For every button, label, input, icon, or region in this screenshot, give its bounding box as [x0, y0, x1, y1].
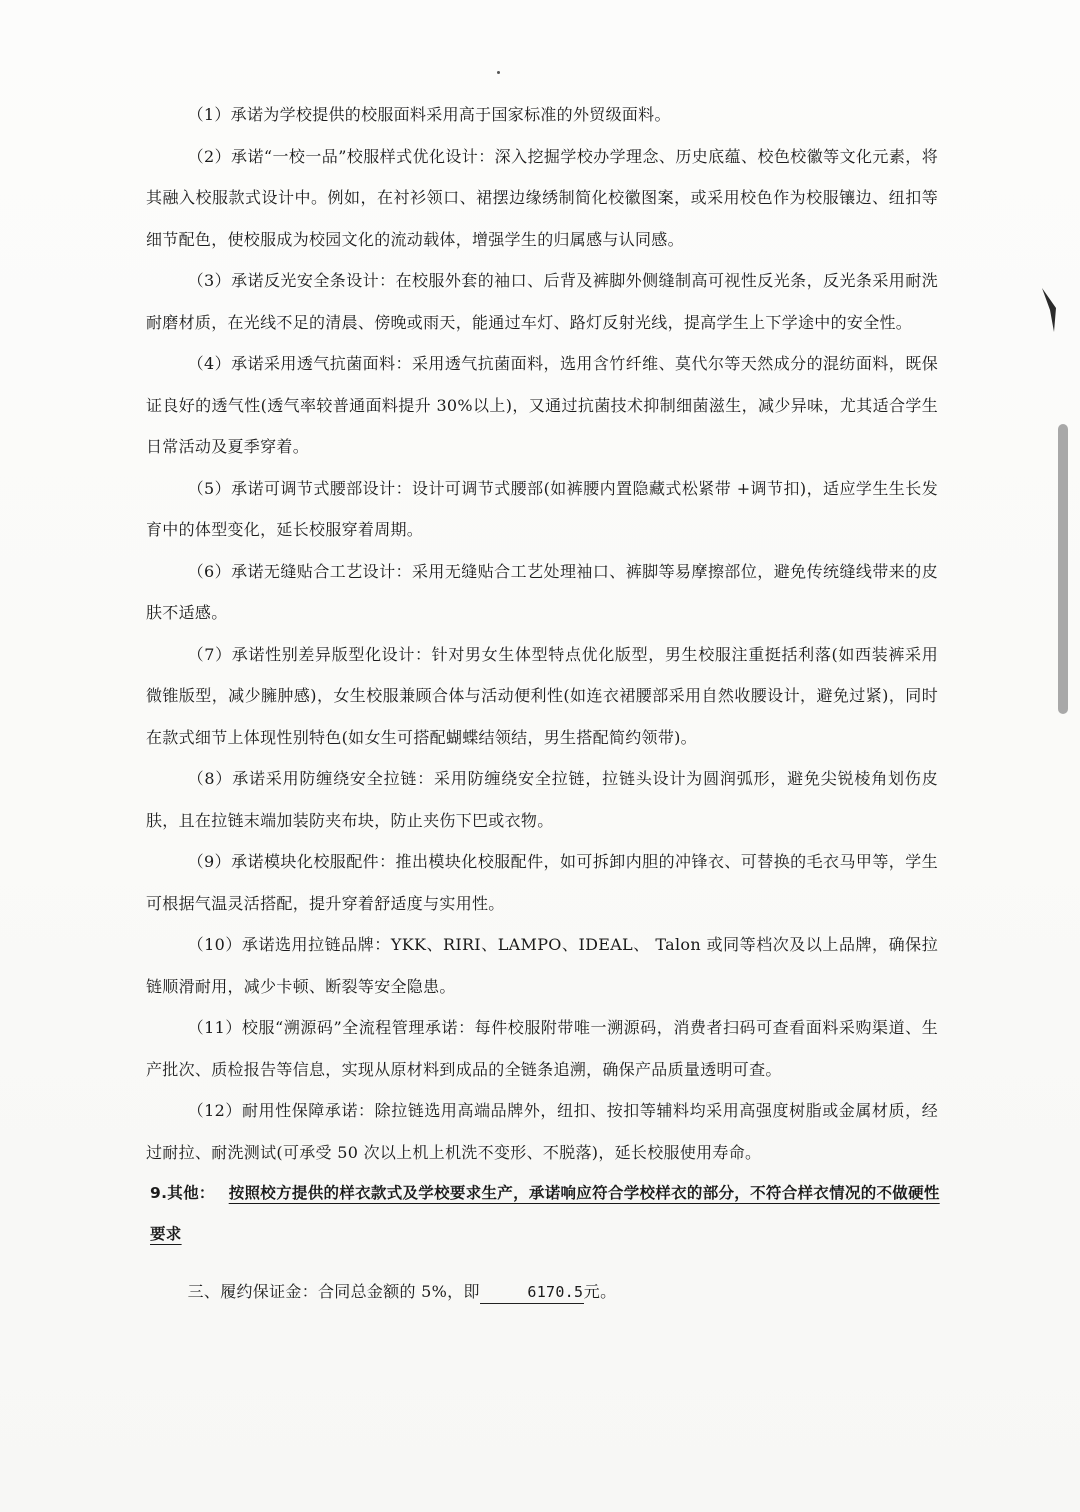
scan-speck	[497, 71, 500, 74]
commitment-item-7: （7）承诺性别差异版型化设计：针对男女生体型特点优化版型，男生校服注重挺括利落(如西装裤采用微锥版型，减少臃肿感)，女生校服兼顾合体与活动便利性(如连衣裙腰部采用自然收腰设计，避免过紧)，同时在款式细节上体现性别特色(如女生可搭配蝴蝶结领结，男生搭配简约领带)。	[146, 644, 938, 747]
section-9-other	[150, 1173, 942, 1255]
section-9-text: 按照校方提供的样衣款式及学校要求生产，承诺响应符合学校样衣的部分，不符合样衣情况的不做硬性要求	[150, 1184, 940, 1243]
commitment-item-6: （6）承诺无缝贴合工艺设计：采用无缝贴合工艺处理袖口、裤脚等易摩擦部位，避免传统缝线带来的皮肤不适感。	[146, 561, 938, 622]
scrollbar-thumb[interactable]	[1058, 424, 1068, 714]
section-9-label: 9.其他：	[150, 1184, 215, 1202]
deposit-suffix: 元。	[583, 1281, 617, 1301]
commitment-item-8: （8）承诺采用防缠绕安全拉链：采用防缠绕安全拉链，拉链头设计为圆润弧形，避免尖锐棱角划伤皮肤，且在拉链末端加装防夹布块，防止夹伤下巴或衣物。	[146, 769, 938, 830]
commitment-item-1: （1）承诺为学校提供的校服面料采用高于国家标准的外贸级面料。	[187, 105, 671, 124]
deposit-prefix: 三、履约保证金：合同总金额的 5%，即	[187, 1281, 480, 1301]
commitment-item-9: （9）承诺模块化校服配件：推出模块化校服配件，如可拆卸内胆的冲锋衣、可替换的毛衣马甲等，学生可根据气温灵活搭配，提升穿着舒适度与实用性。	[146, 852, 938, 913]
commitment-item-12: （12）耐用性保障承诺：除拉链选用高端品牌外，纽扣、按扣等辅料均采用高强度树脂或金属材质，经过耐拉、耐洗测试(可承受 50 次以上机上机洗不变形、不脱落)，延长校服使用寿命。	[146, 1101, 938, 1162]
commitment-item-5: （5）承诺可调节式腰部设计：设计可调节式腰部(如裤腰内置隐藏式松紧带 +调节扣)，适应学生生长发育中的体型变化，延长校服穿着周期。	[146, 478, 938, 539]
commitment-item-4: （4）承诺采用透气抗菌面料：采用透气抗菌面料，选用含竹纤维、莫代尔等天然成分的混纺面料，既保证良好的透气性(透气率较普通面料提升 30%以上)，又通过抗菌技术抑制细菌滋生，减少异味，尤其适合学生日常活动及夏季穿着。	[146, 354, 938, 456]
commitment-item-3: （3）承诺反光安全条设计：在校服外套的袖口、后背及裤脚外侧缝制高可视性反光条，反光条采用耐洗耐磨材质，在光线不足的清晨、傍晚或雨天，能通过车灯、路灯反射光线，提高学生上下学途中的安全性。	[146, 271, 938, 332]
deposit-amount: 6170.5	[480, 1281, 584, 1304]
commitment-item-2: （2）承诺“一校一品”校服样式优化设计：深入挖掘学校办学理念、历史底蕴、校色校徽等文化元素，将其融入校服款式设计中。例如，在衬衫领口、裙摆边缘绣制简化校徽图案，或采用校色作为校服镶边、纽扣等细节配色，使校服成为校园文化的流动载体，增强学生的归属感与认同感。	[146, 146, 938, 249]
performance-deposit	[146, 1271, 938, 1313]
commitment-item-11: （11）校服“溯源码”全流程管理承诺：每件校服附带唯一溯源码，消费者扫码可查看面料采购渠道、生产批次、质检报告等信息，实现从原材料到成品的全链条追溯，确保产品质量透明可查。	[146, 1018, 938, 1079]
document-body	[146, 94, 938, 1312]
page-edge-mark	[1040, 286, 1058, 334]
commitment-item-10: （10）承诺选用拉链品牌：YKK、RIRI、LAMPO、IDEAL、 Talon 或同等档次及以上品牌，确保拉链顺滑耐用，减少卡顿、断裂等安全隐患。	[146, 935, 938, 996]
